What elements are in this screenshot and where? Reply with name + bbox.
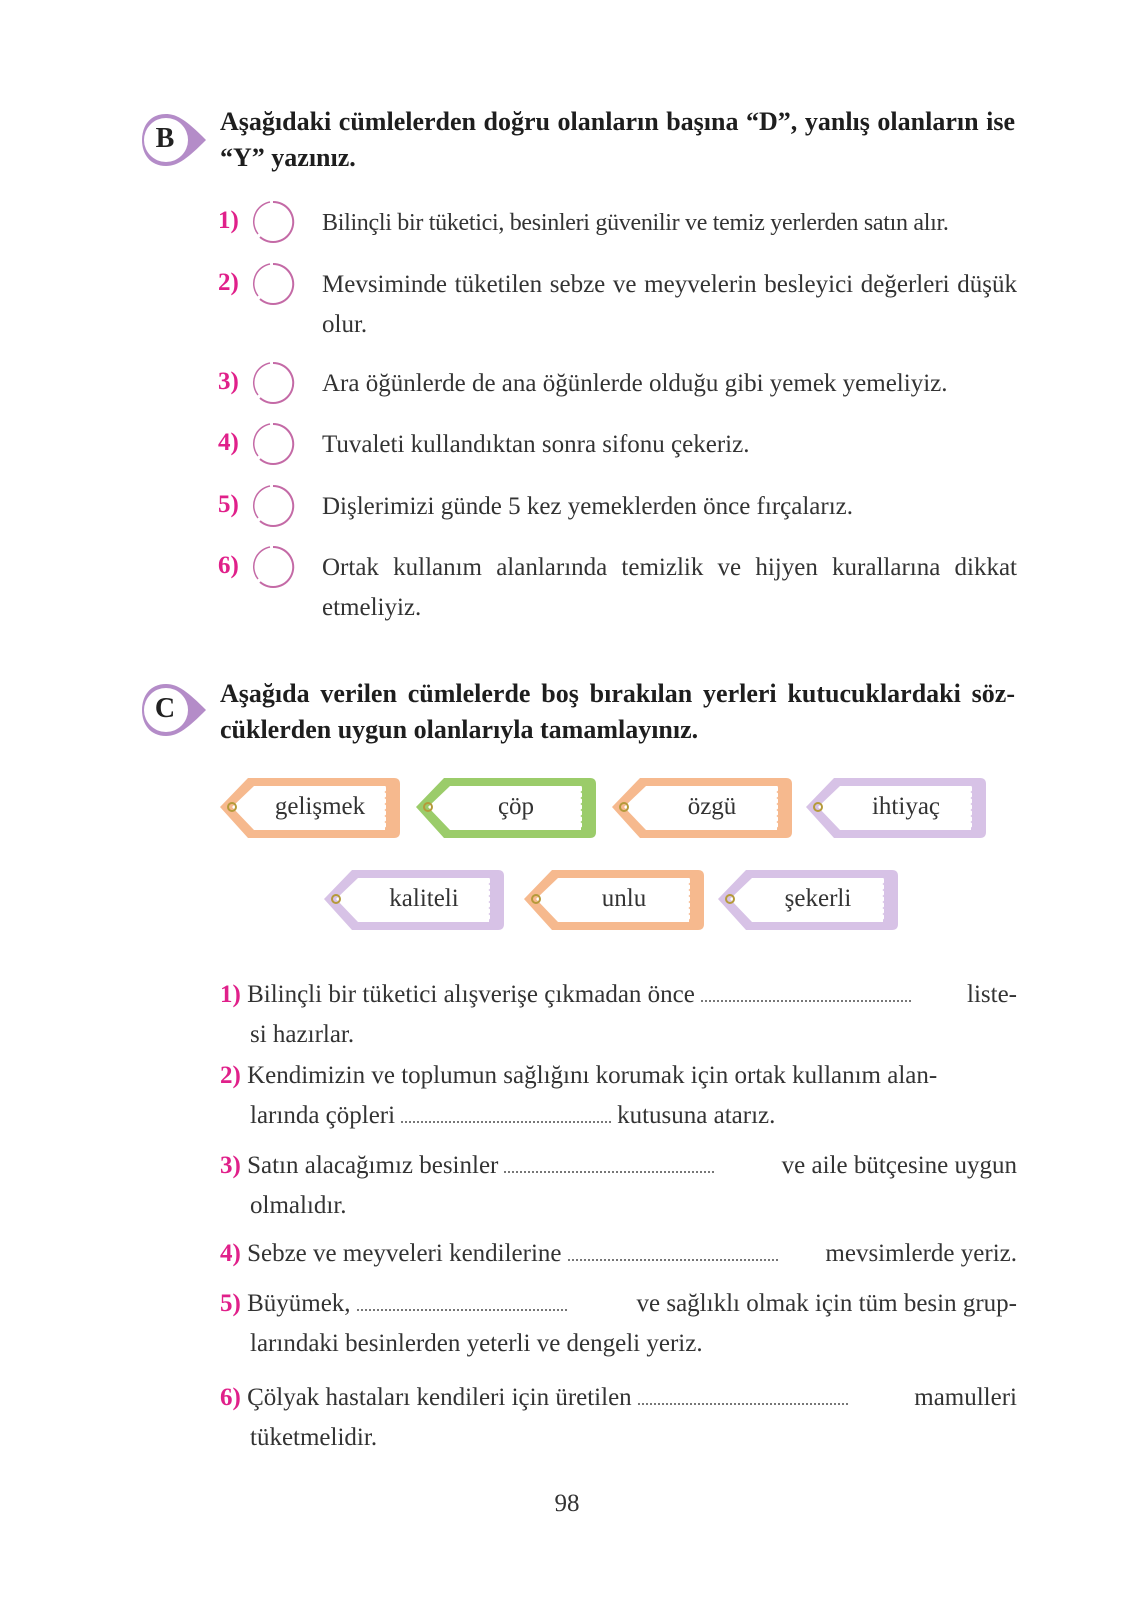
section-b-instruction: Aşağıdaki cümlelerden doğru olanların başına “D”, yanlış olanların ise “Y” yazınız.: [220, 107, 1015, 172]
answer-circle[interactable]: [250, 421, 296, 467]
b-item-number: 2): [218, 269, 239, 296]
c-item-number: 1): [220, 981, 248, 1008]
c-item: [220, 1056, 1017, 1136]
word-tag-label: özgü: [687, 793, 737, 820]
word-tag: [522, 866, 706, 932]
word-tag-label: şekerli: [784, 885, 852, 912]
c-item-text: tüketmelidir.: [250, 1424, 378, 1451]
b-item-text: Ara öğünlerde de ana öğünlerde olduğu gibi yemek yemeliyiz.: [322, 370, 948, 397]
word-tag-label: kaliteli: [389, 885, 459, 912]
c-item-text: Sebze ve meyveleri kendilerine: [247, 1240, 562, 1267]
b-item-number: 4): [218, 429, 239, 456]
b-item-text: Tuvaleti kullandıktan sonra sifonu çekeriz.: [322, 431, 750, 458]
section-b-letter: B: [155, 123, 175, 154]
c-item-text: mamulleri: [914, 1384, 1017, 1411]
word-tag: [610, 774, 794, 840]
answer-circle[interactable]: [250, 483, 296, 529]
word-tag: [322, 866, 506, 932]
blank-field[interactable]: [568, 1241, 778, 1261]
blank-field[interactable]: [401, 1103, 611, 1123]
c-item: [220, 1234, 1017, 1274]
b-item-number: 6): [218, 552, 239, 579]
c-item-text: si hazırlar.: [250, 1021, 355, 1048]
b-item-number: 3): [218, 368, 239, 395]
c-item-number: 3): [220, 1152, 248, 1179]
word-tag-label: çöp: [497, 793, 535, 820]
blank-field[interactable]: [504, 1153, 714, 1173]
word-tag: [804, 774, 988, 840]
c-item-text: liste-: [967, 981, 1017, 1008]
page-number: 98: [554, 1490, 580, 1517]
word-tag-label: gelişmek: [274, 793, 366, 820]
blank-field[interactable]: [701, 982, 911, 1002]
c-item-text: Çölyak hastaları kendileri için üretilen: [247, 1384, 632, 1411]
word-tag: [218, 774, 402, 840]
b-item-text: Bilinçli bir tüketici, besinleri güvenilir ve temiz yerlerden satın alır.: [322, 210, 949, 236]
b-item-number: 1): [218, 207, 239, 234]
b-item-text: Ortak kullanım alanlarında temizlik ve hijyen kurallarına dikkat etmeliyiz.: [322, 554, 1017, 621]
c-item-text: Büyümek,: [247, 1290, 351, 1317]
b-item-number: 5): [218, 491, 239, 518]
blank-field[interactable]: [638, 1385, 848, 1405]
c-item-number: 5): [220, 1290, 248, 1317]
c-item-text: larında çöpleri: [250, 1102, 396, 1129]
b-item-text: Dişlerimizi günde 5 kez yemeklerden önce fırçalarız.: [322, 493, 854, 520]
c-item-text: olmalıdır.: [250, 1192, 347, 1219]
c-item-number: 4): [220, 1240, 248, 1267]
c-item-text: larındaki besinlerden yeterli ve dengeli yeriz.: [250, 1330, 703, 1357]
word-tag-label: ihtiyaç: [871, 793, 941, 820]
section-c-instruction: Aşağıda verilen cümlelerde boş bırakılan yerleri kutucuklardaki söz-cüklerden uygun olanlarıyla tamamlayınız.: [220, 679, 1015, 744]
c-item-number: 2): [220, 1062, 248, 1089]
blank-field[interactable]: [357, 1291, 567, 1311]
c-item: [220, 975, 1017, 1055]
c-item-text: mevsimlerde yeriz.: [825, 1240, 1017, 1267]
c-item: [220, 1284, 1017, 1364]
c-item-number: 6): [220, 1384, 248, 1411]
c-item: [220, 1146, 1017, 1226]
c-item-text: Kendimizin ve toplumun sağlığını korumak için ortak kullanım alan-: [247, 1062, 938, 1089]
c-item-text: ve sağlıklı olmak için tüm besin grup-: [636, 1290, 1017, 1317]
answer-circle[interactable]: [250, 360, 296, 406]
word-tag: [716, 866, 900, 932]
c-item: [220, 1378, 1017, 1458]
c-item-text: kutusuna atarız.: [617, 1102, 776, 1129]
section-b-badge: [140, 110, 198, 168]
section-c-badge: [140, 680, 198, 738]
word-tag: [414, 774, 598, 840]
c-item-text: Satın alacağımız besinler: [247, 1152, 499, 1179]
c-item-text: ve aile bütçesine uygun: [781, 1152, 1017, 1179]
section-c-letter: C: [154, 693, 176, 724]
word-tag-label: unlu: [601, 885, 647, 912]
answer-circle[interactable]: [250, 199, 296, 245]
answer-circle[interactable]: [250, 261, 296, 307]
answer-circle[interactable]: [250, 544, 296, 590]
c-item-text: Bilinçli bir tüketici alışverişe çıkmadan önce: [247, 981, 695, 1008]
b-item-text: Mevsiminde tüketilen sebze ve meyvelerin besleyici değerleri düşük olur.: [322, 271, 1017, 338]
